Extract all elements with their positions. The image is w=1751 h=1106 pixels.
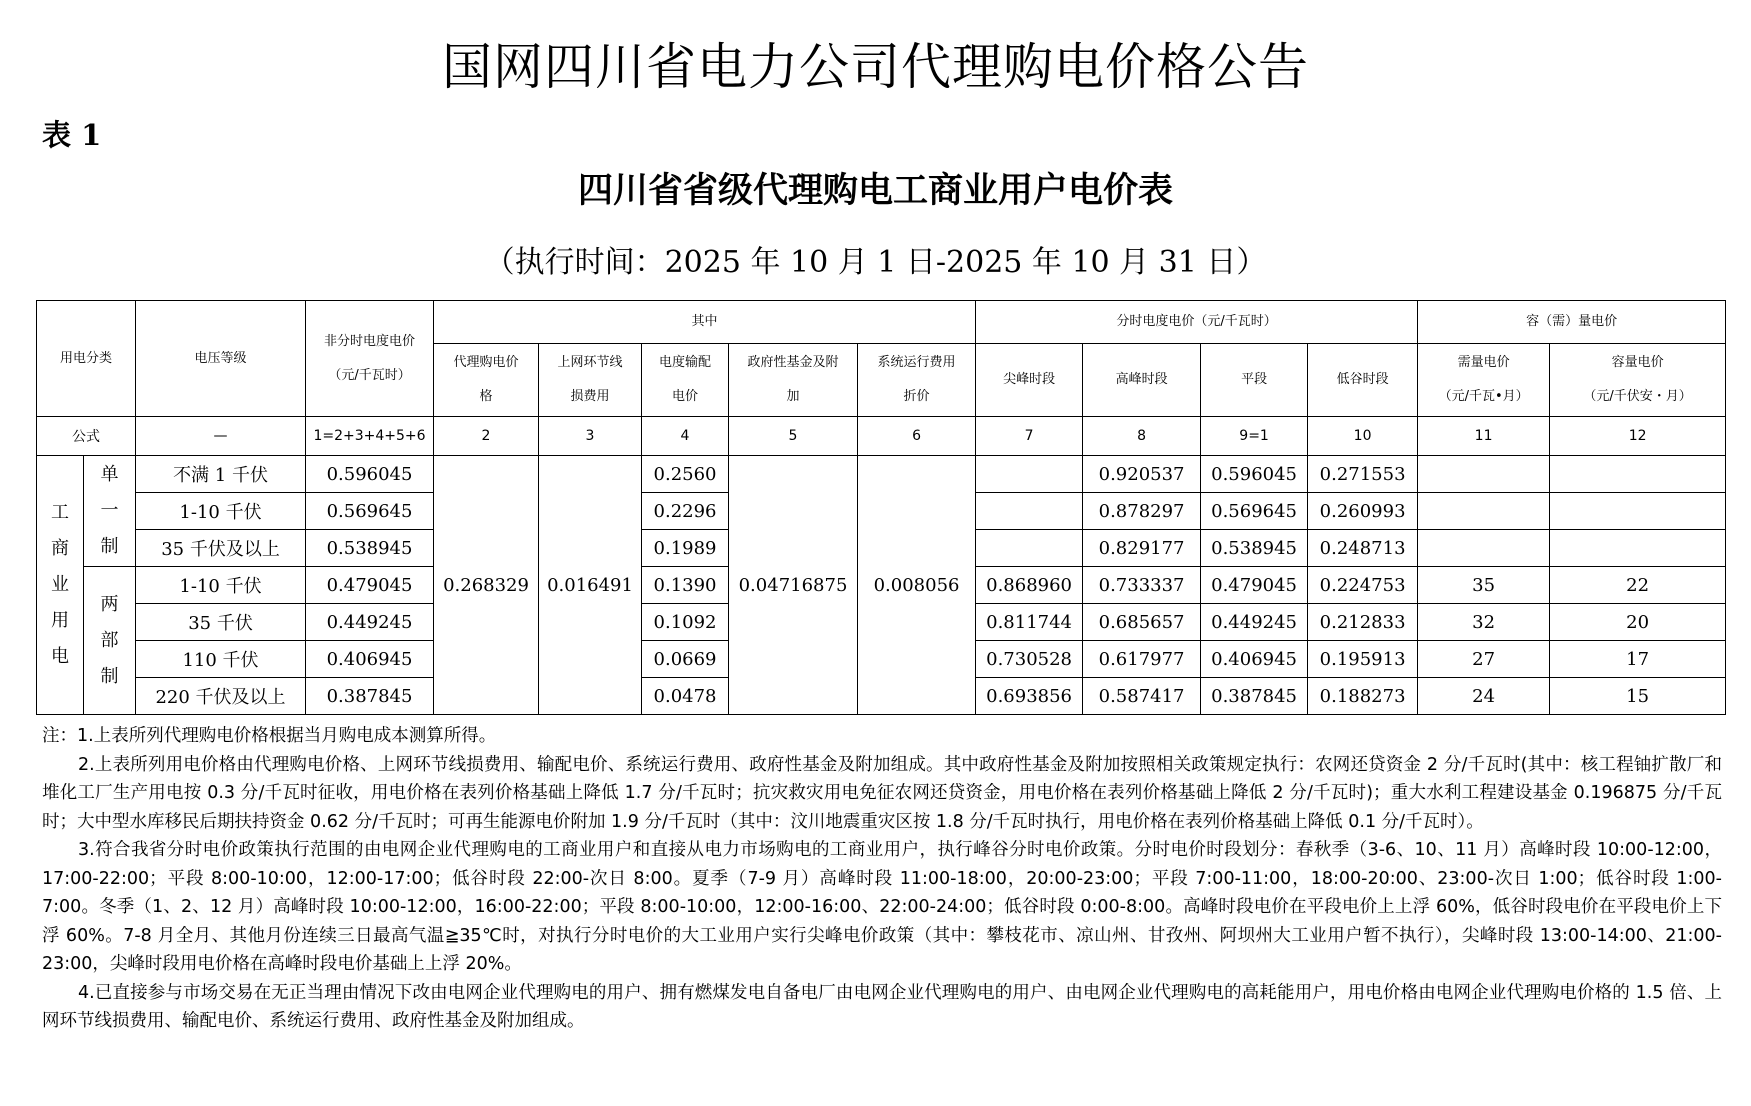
header-peak: 高峰时段 <box>1083 344 1201 417</box>
demand-cell <box>1418 530 1550 567</box>
header-gov-fund-line1: 政府性基金及附 <box>747 355 839 370</box>
header-category: 用电分类 <box>37 301 136 417</box>
note-2: 2.上表所列用电价格由代理购电价格、上网环节线损费用、输配电价、系统运行费用、政府性基金及附加组成。其中政府性基金及附加按照相关政策规定执行：农网还贷资金 2 分/千瓦时(其中：核工程铀扩散厂和堆化工厂生产用电按 0.3 分/千瓦时征收，用电价格在表列价格基础上降低 1.7 分/千瓦时；抗灾救灾用电免征农网还贷资金，用电价格在表列价格基础上降低 2 分/千瓦时)；重大水利工程建设基金 0.196875 分/千瓦时；大中型水库移民后期扶持资金 0.62 分/千瓦时；可再生能源电价附加 1.9 分/千瓦时（其中：汶川地震重灾区按 1.8 分/千瓦时执行，用电价格在表列价格基础上降低 0.1 分/千瓦时）。 <box>42 754 1722 832</box>
sharp-cell: 0.868960 <box>976 567 1083 604</box>
flat-cell: 0.387845 <box>1201 678 1308 715</box>
page-title: 国网四川省电力公司代理购电价格公告 <box>442 38 1309 96</box>
note-4: 4.已直接参与市场交易在无正当理由情况下改由电网企业代理购电的用户、拥有燃煤发电自备电厂由电网企业代理购电的用户、由电网企业代理购电的高耗能用户，用电价格由电网企业代理购电价格的 1.5 倍、上网环节线损费用、输配电价、系统运行费用、政府性基金及附加组成。 <box>42 982 1722 1031</box>
flat-cell: 0.538945 <box>1201 530 1308 567</box>
valley-cell: 0.271553 <box>1308 456 1418 493</box>
header-valley: 低谷时段 <box>1308 344 1418 417</box>
group-label-char: 工 <box>51 502 69 523</box>
sharp-cell: 0.693856 <box>976 678 1083 715</box>
header-gov-fund-line2: 加 <box>786 389 800 404</box>
agent-price-cell: 0.268329 <box>434 456 539 715</box>
transmission-cell: 0.2560 <box>642 456 729 493</box>
demand-cell: 32 <box>1418 604 1550 641</box>
peak-cell: 0.617977 <box>1083 641 1201 678</box>
header-tou: 分时电度电价（元/千瓦时） <box>976 301 1418 344</box>
capacity-cell <box>1550 456 1726 493</box>
formula-cell: 9=1 <box>1201 417 1308 456</box>
transmission-cell: 0.1390 <box>642 567 729 604</box>
header-transmission <box>642 344 729 417</box>
price-table <box>36 300 1726 715</box>
flat-cell: 0.406945 <box>1201 641 1308 678</box>
subgroup-label-char: 单 <box>100 464 119 485</box>
group-label-commercial <box>37 456 84 715</box>
formula-cell: 5 <box>729 417 858 456</box>
formula-cell: 8 <box>1083 417 1201 456</box>
demand-cell: 24 <box>1418 678 1550 715</box>
formula-cell: 7 <box>976 417 1083 456</box>
non-tou-cell: 0.387845 <box>306 678 434 715</box>
formula-cell: 11 <box>1418 417 1550 456</box>
voltage-cell: 35 千伏及以上 <box>136 530 306 567</box>
formula-cell: — <box>136 417 306 456</box>
valley-cell: 0.260993 <box>1308 493 1418 530</box>
header-system-line2: 折价 <box>903 389 930 404</box>
header-non-tou-line2: （元/千瓦时） <box>328 367 411 383</box>
capacity-cell: 22 <box>1550 567 1726 604</box>
transmission-cell: 0.0478 <box>642 678 729 715</box>
flat-cell: 0.449245 <box>1201 604 1308 641</box>
header-capacity-line1: 容量电价 <box>1611 355 1664 370</box>
table-number: 表 1 <box>42 118 102 152</box>
capacity-cell <box>1550 493 1726 530</box>
non-tou-cell: 0.479045 <box>306 567 434 604</box>
sharp-cell: 0.730528 <box>976 641 1083 678</box>
peak-cell: 0.878297 <box>1083 493 1201 530</box>
formula-cell: 10 <box>1308 417 1418 456</box>
formula-cell: 6 <box>858 417 976 456</box>
demand-cell <box>1418 456 1550 493</box>
sharp-cell <box>976 493 1083 530</box>
header-sharp-peak: 尖峰时段 <box>976 344 1083 417</box>
header-agent-price <box>434 344 539 417</box>
subgroup-label-two-part <box>84 567 136 715</box>
voltage-cell: 220 千伏及以上 <box>136 678 306 715</box>
subgroup-label-char: 一 <box>100 500 119 521</box>
voltage-cell: 110 千伏 <box>136 641 306 678</box>
peak-cell: 0.920537 <box>1083 456 1201 493</box>
note-1: 注：1.上表所列代理购电价格根据当月购电成本测算所得。 <box>42 726 497 746</box>
non-tou-cell: 0.596045 <box>306 456 434 493</box>
header-capacity: 容（需）量电价 <box>1418 301 1726 344</box>
formula-cell: 12 <box>1550 417 1726 456</box>
group-label-char: 业 <box>51 574 69 595</box>
flat-cell: 0.479045 <box>1201 567 1308 604</box>
flat-cell: 0.569645 <box>1201 493 1308 530</box>
peak-cell: 0.685657 <box>1083 604 1201 641</box>
header-grid-loss-line1: 上网环节线 <box>557 355 623 370</box>
formula-row <box>37 417 1726 456</box>
formula-cell: 4 <box>642 417 729 456</box>
note-3: 3.符合我省分时电价政策执行范围的由电网企业代理购电的工商业用户和直接从电力市场购电的工商业用户，执行峰谷分时电价政策。分时电价时段划分：春秋季（3-6、10、11 月）高峰时段 10:00-12:00，17:00-22:00；平段 8:00-10:00，12:00-17:00；低谷时段 22:00-次日 8:00。夏季（7-9 月）高峰时段 11:00-18:00，20:00-23:00；平段 7:00-11:00，18:00-20:00、23:00-次日 1:00；低谷时段 1:00-7:00。冬季（1、2、12 月）高峰时段 10:00-12:00，16:00-22:00；平段 8:00-10:00，12:00-16:00、22:00-24:00；低谷时段 0:00-8:00。高峰时段电价在平段电价上上浮 60%，低谷时段电价在平段电价上下浮 60%。7-8 月全月、其他月份连续三日最高气温≧35℃时，对执行分时电价的大工业用户实行尖峰电价政策（其中：攀枝花市、凉山州、甘孜州、阿坝州大工业用户暂不执行），尖峰时段 13:00-14:00、21:00-23:00，尖峰时段用电价格在高峰时段电价基础上上浮 20%。 <box>42 840 1722 974</box>
header-transmission-line2: 电价 <box>672 389 699 404</box>
transmission-cell: 0.2296 <box>642 493 729 530</box>
non-tou-cell: 0.538945 <box>306 530 434 567</box>
peak-cell: 0.829177 <box>1083 530 1201 567</box>
group-label-char: 电 <box>51 646 69 667</box>
voltage-cell: 不满 1 千伏 <box>136 456 306 493</box>
header-flat: 平段 <box>1201 344 1308 417</box>
capacity-cell: 20 <box>1550 604 1726 641</box>
header-grid-loss <box>539 344 642 417</box>
header-system-fee <box>858 344 976 417</box>
transmission-cell: 0.1989 <box>642 530 729 567</box>
valley-cell: 0.224753 <box>1308 567 1418 604</box>
header-capacity-line2: （元/千伏安・月） <box>1583 389 1692 404</box>
valley-cell: 0.188273 <box>1308 678 1418 715</box>
subgroup-label-char: 制 <box>100 536 119 557</box>
voltage-cell: 1-10 千伏 <box>136 493 306 530</box>
subgroup-label-char: 两 <box>100 593 119 615</box>
table-title: 四川省省级代理购电工商业用户电价表 <box>577 170 1173 211</box>
demand-cell <box>1418 493 1550 530</box>
transmission-cell: 0.1092 <box>642 604 729 641</box>
header-grid-loss-line2: 损费用 <box>570 389 610 404</box>
demand-cell: 27 <box>1418 641 1550 678</box>
formula-cell: 2 <box>434 417 539 456</box>
demand-cell: 35 <box>1418 567 1550 604</box>
subgroup-label-single <box>84 456 136 567</box>
non-tou-cell: 0.449245 <box>306 604 434 641</box>
formula-cell: 3 <box>539 417 642 456</box>
header-agent-line1: 代理购电价 <box>453 355 519 370</box>
system-fee-cell: 0.008056 <box>858 456 976 715</box>
notes-section <box>42 722 1722 1036</box>
header-capacity-price <box>1550 344 1726 417</box>
valley-cell: 0.248713 <box>1308 530 1418 567</box>
subgroup-label-char: 部 <box>100 629 119 651</box>
capacity-cell: 15 <box>1550 678 1726 715</box>
header-voltage: 电压等级 <box>136 301 306 417</box>
formula-cell: 1=2+3+4+5+6 <box>306 417 434 456</box>
peak-cell: 0.733337 <box>1083 567 1201 604</box>
capacity-cell: 17 <box>1550 641 1726 678</box>
formula-cell: 公式 <box>37 417 136 456</box>
valley-cell: 0.195913 <box>1308 641 1418 678</box>
header-among: 其中 <box>434 301 976 344</box>
sharp-cell <box>976 530 1083 567</box>
header-non-tou <box>306 301 434 417</box>
transmission-cell: 0.0669 <box>642 641 729 678</box>
header-system-line1: 系统运行费用 <box>877 355 956 370</box>
header-demand-line2: （元/千瓦•月） <box>1438 389 1529 404</box>
execution-period: （执行时间：2025 年 10 月 1 日-2025 年 10 月 31 日） <box>484 245 1267 280</box>
capacity-cell <box>1550 530 1726 567</box>
header-demand-line1: 需量电价 <box>1457 355 1510 370</box>
table-row <box>37 456 1726 493</box>
grid-loss-cell: 0.016491 <box>539 456 642 715</box>
non-tou-cell: 0.569645 <box>306 493 434 530</box>
peak-cell: 0.587417 <box>1083 678 1201 715</box>
sharp-cell: 0.811744 <box>976 604 1083 641</box>
subgroup-label-char: 制 <box>100 665 119 687</box>
gov-fund-cell: 0.04716875 <box>729 456 858 715</box>
voltage-cell: 1-10 千伏 <box>136 567 306 604</box>
header-gov-fund <box>729 344 858 417</box>
header-non-tou-line1: 非分时电度电价 <box>324 333 416 349</box>
header-agent-line2: 格 <box>479 389 493 404</box>
non-tou-cell: 0.406945 <box>306 641 434 678</box>
group-label-char: 商 <box>51 538 69 559</box>
sharp-cell <box>976 456 1083 493</box>
header-demand <box>1418 344 1550 417</box>
voltage-cell: 35 千伏 <box>136 604 306 641</box>
flat-cell: 0.596045 <box>1201 456 1308 493</box>
header-transmission-line1: 电度输配 <box>659 355 712 370</box>
valley-cell: 0.212833 <box>1308 604 1418 641</box>
group-label-char: 用 <box>51 610 69 631</box>
